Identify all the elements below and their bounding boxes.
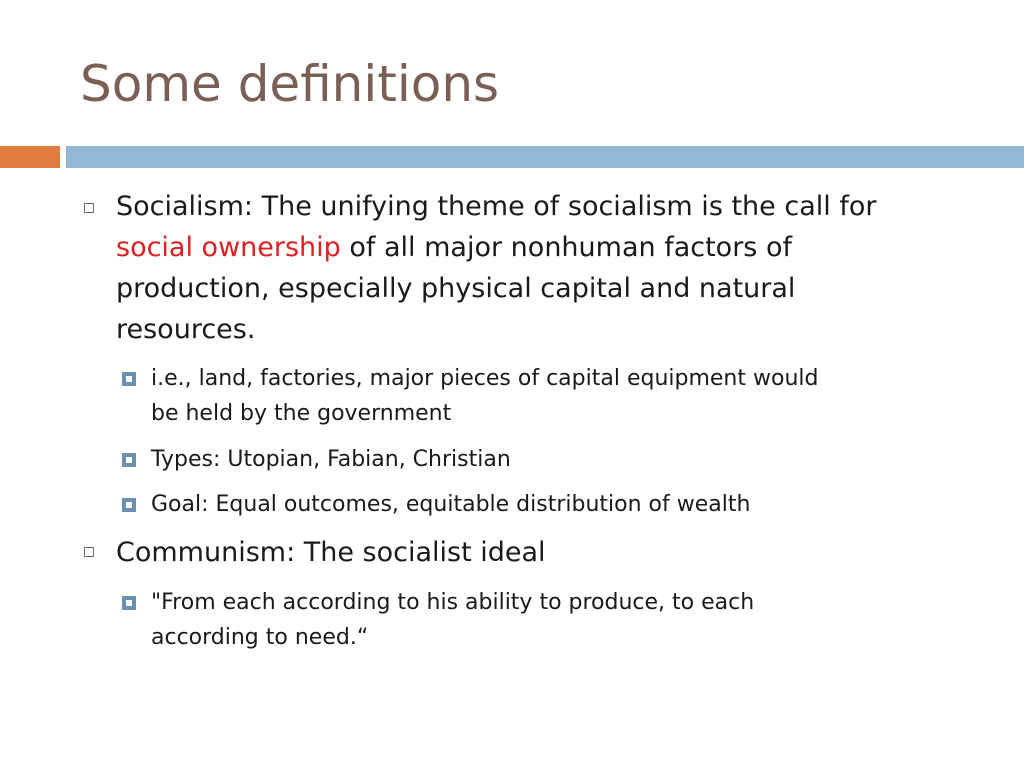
hollow-square-bullet-icon xyxy=(84,547,94,557)
bullet-socialism xyxy=(116,186,876,350)
sub-bullet-quote xyxy=(151,585,754,655)
bullet-communism xyxy=(116,532,546,573)
bullet-socialism-line-2-rest: of all major nonhuman factors of xyxy=(340,232,792,263)
filled-square-bullet-icon xyxy=(122,372,136,386)
filled-square-bullet-icon xyxy=(122,596,136,610)
filled-square-bullet-icon xyxy=(122,453,136,467)
sub-bullet-ie-line-2: be held by the government xyxy=(151,401,452,426)
sub-bullet-ie-line-1: i.e., land, factories, major pieces of capital equipment would xyxy=(151,366,819,391)
bullet-socialism-line-3: production, especially physical capital and natural xyxy=(116,273,796,304)
sub-bullet-types xyxy=(151,442,511,477)
bullet-communism-line-1: Communism: The socialist ideal xyxy=(116,537,546,568)
bullet-socialism-line-2 xyxy=(116,227,876,268)
highlighted-term: social ownership xyxy=(116,232,341,263)
sub-bullet-ie xyxy=(151,361,818,431)
filled-square-bullet-icon xyxy=(122,498,136,512)
bullet-socialism-line-1: Socialism: The unifying theme of socialism is the call for xyxy=(116,191,877,222)
sub-bullet-quote-line-1: "From each according to his ability to produce, to each xyxy=(151,590,755,615)
sub-bullet-goal-line-1: Goal: Equal outcomes, equitable distribution of wealth xyxy=(151,492,751,517)
sub-bullet-types-line-1: Types: Utopian, Fabian, Christian xyxy=(151,447,511,472)
slide-title: Some definitions xyxy=(80,55,500,113)
bullet-socialism-line-4: resources. xyxy=(116,314,256,345)
hollow-square-bullet-icon xyxy=(84,203,94,213)
sub-bullet-goal xyxy=(151,487,750,522)
sub-bullet-quote-line-2: according to need.“ xyxy=(151,625,369,650)
